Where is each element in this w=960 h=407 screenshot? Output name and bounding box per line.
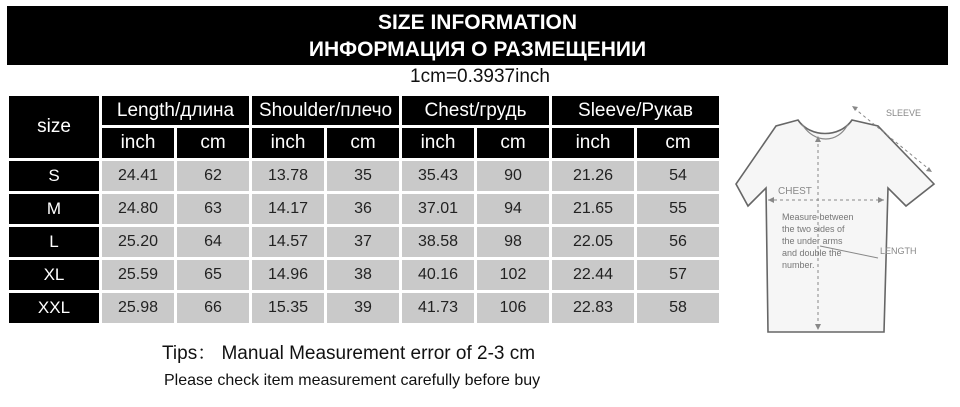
table-cell: 40.16 (402, 260, 474, 290)
length-label: LENGTH (880, 246, 917, 256)
table-cell: 58 (637, 293, 719, 323)
unit-header: cm (637, 128, 719, 158)
table-cell: 13.78 (252, 161, 324, 191)
table-cell: 15.35 (252, 293, 324, 323)
title-russian: ИНФОРМАЦИЯ О РАЗМЕЩЕНИИ (308, 38, 647, 61)
table-row (9, 260, 719, 290)
unit-header: inch (102, 128, 174, 158)
measure-instruction-line: the under arms (782, 236, 843, 246)
unit-header: cm (327, 128, 399, 158)
table-cell: 38 (327, 260, 399, 290)
size-label: M (9, 194, 99, 224)
table-row (9, 194, 719, 224)
table-cell: 39 (327, 293, 399, 323)
table-cell: 106 (477, 293, 549, 323)
table-cell: 64 (177, 227, 249, 257)
table-cell: 66 (177, 293, 249, 323)
table-cell: 55 (637, 194, 719, 224)
arrow-icon (926, 167, 932, 172)
shoulder-header: Shoulder/плечо (252, 96, 399, 125)
table-cell: 24.80 (102, 194, 174, 224)
size-label: S (9, 161, 99, 191)
unit-conversion: 1cm=0.3937inch (410, 66, 550, 87)
table-cell: 98 (477, 227, 549, 257)
size-information-banner (7, 6, 948, 65)
table-cell: 22.44 (552, 260, 634, 290)
unit-header: inch (402, 128, 474, 158)
table-cell: 14.96 (252, 260, 324, 290)
table-cell: 37.01 (402, 194, 474, 224)
unit-header-row (9, 128, 719, 158)
measure-instruction-line: Measure between (782, 212, 854, 222)
table-cell: 21.65 (552, 194, 634, 224)
table-cell: 94 (477, 194, 549, 224)
chest-header: Chest/грудь (402, 96, 549, 125)
size-chart-table (6, 93, 722, 326)
sleeve-label: SLEEVE (886, 108, 922, 118)
tshirt-measurement-diagram (728, 96, 950, 340)
table-cell: 25.59 (102, 260, 174, 290)
title-english: SIZE INFORMATION (377, 11, 578, 34)
measure-instruction-line: and double the (782, 248, 842, 258)
table-cell: 14.57 (252, 227, 324, 257)
unit-header: inch (252, 128, 324, 158)
measure-instruction-line: number. (782, 260, 815, 270)
size-label: XL (9, 260, 99, 290)
table-cell: 41.73 (402, 293, 474, 323)
table-cell: 35 (327, 161, 399, 191)
arrow-icon (852, 106, 858, 111)
table-cell: 38.58 (402, 227, 474, 257)
size-label: XXL (9, 293, 99, 323)
table-cell: 22.05 (552, 227, 634, 257)
table-cell: 25.20 (102, 227, 174, 257)
size-label: L (9, 227, 99, 257)
length-header: Length/длина (102, 96, 249, 125)
table-cell: 62 (177, 161, 249, 191)
measurement-note: Please check item measurement carefully before buy (164, 372, 541, 389)
table-cell: 65 (177, 260, 249, 290)
table-cell: 22.83 (552, 293, 634, 323)
table-cell: 57 (637, 260, 719, 290)
table-row (9, 161, 719, 191)
unit-header: cm (477, 128, 549, 158)
chest-label: CHEST (778, 186, 812, 197)
table-cell: 35.43 (402, 161, 474, 191)
table-row (9, 227, 719, 257)
sleeve-header: Sleeve/Рукав (552, 96, 719, 125)
table-row (9, 293, 719, 323)
table-cell: 24.41 (102, 161, 174, 191)
table-cell: 56 (637, 227, 719, 257)
table-cell: 63 (177, 194, 249, 224)
table-cell: 36 (327, 194, 399, 224)
unit-header: inch (552, 128, 634, 158)
table-cell: 21.26 (552, 161, 634, 191)
size-column-header: size (9, 96, 99, 158)
table-cell: 102 (477, 260, 549, 290)
group-header-row (9, 96, 719, 125)
table-cell: 14.17 (252, 194, 324, 224)
table-cell: 25.98 (102, 293, 174, 323)
measure-instruction-line: the two sides of (782, 224, 845, 234)
unit-header: cm (177, 128, 249, 158)
table-cell: 90 (477, 161, 549, 191)
table-cell: 37 (327, 227, 399, 257)
table-cell: 54 (637, 161, 719, 191)
tips-text: Tips： Manual Measurement error of 2-3 cm (162, 343, 536, 364)
